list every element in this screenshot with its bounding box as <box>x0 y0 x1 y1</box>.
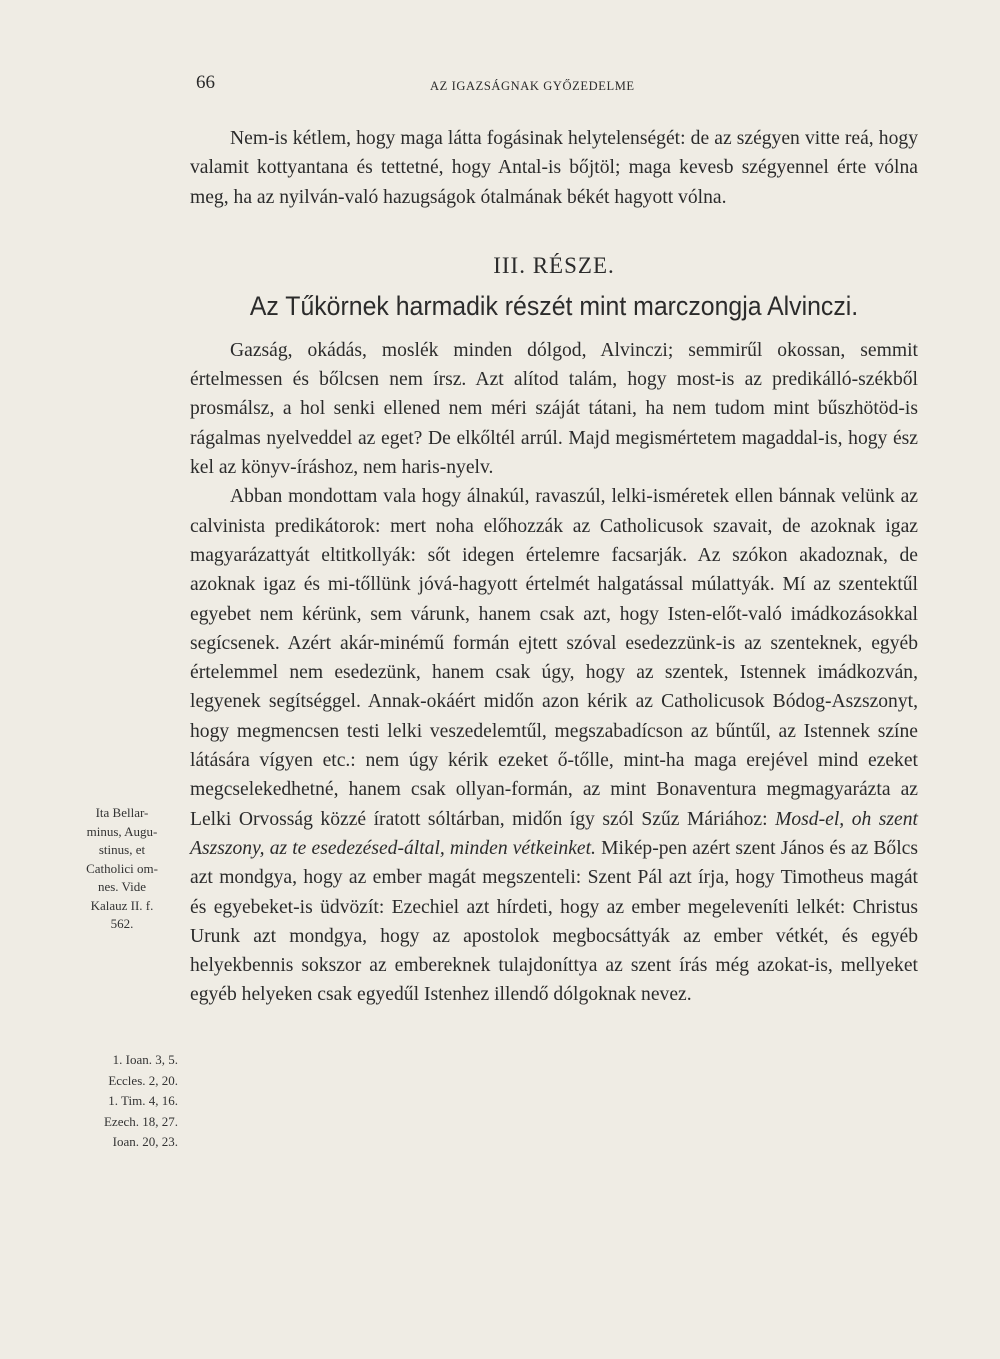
margin-note-line: Ezech. 18, 27. <box>103 1113 178 1129</box>
main-text <box>190 124 918 1010</box>
margin-note-line: 1. Ioan. 3, 5. <box>112 1052 178 1067</box>
chapter-title: Az Tűkörnek harmadik részét mint marczongja Alvinczi. <box>249 290 859 321</box>
margin-note-line: stinus, et <box>98 842 146 857</box>
margin-note-bellarminus <box>70 804 174 934</box>
paragraph-1: Nem-is kétlem, hogy maga látta fogásinak helytelenségét: de az szégyen vitte reá, hogy valamit kottyantana és tettetné, hogy Antal-is bőjtöl; maga kevesb szégyennel érte vólna meg, ha az nyilván-való hazugságok ótalmának békét hagyott vólna. <box>190 128 918 208</box>
margin-note-line: Eccles. 2, 20. <box>108 1072 178 1088</box>
page-number: 66 <box>196 72 215 93</box>
margin-note-line: nes. Vide <box>97 879 147 894</box>
margin-note-line: Catholici om- <box>86 860 158 876</box>
margin-note-references <box>70 1050 178 1153</box>
margin-note-line: 1. Tim. 4, 16. <box>108 1093 178 1108</box>
paragraph-3 <box>190 482 918 1009</box>
margin-note-line: 562. <box>110 916 134 931</box>
bonaventura-quote: Mosd-el, oh szent Aszszony, az te esedezésed-által, minden vétkeinket. <box>190 808 918 859</box>
running-head: AZ IGAZSÁGNAK GYŐZEDELME <box>430 79 635 93</box>
margin-note-line: Kalauz II. f. <box>90 897 154 913</box>
paragraph-3-end: Mikép-pen azért szent János és az Bőlcs azt mondgya, hogy az ember magát megszenteli: Szent Pál azt írja, hogy Timotheus magát és egyebeket-is üdvözít: Ezechiel azt hírdeti, hogy az ember megeleveníti lelkét: Christus Urunk azt mondgya, hogy az apostolok megbocsáttyák az ember vétkét, és egyéb helyekbennis sokszor az embereknek tulajdoníttya az szent írás még azokat-is, mellyeket egyéb helyeken csak egyedűl Istenhez illendő dólgoknak nevez. <box>190 837 918 1006</box>
margin-note-line: minus, Augu- <box>86 823 158 839</box>
margin-note-line: Ioan. 20, 23. <box>112 1134 178 1149</box>
margin-note-line: Ita Bellar- <box>95 805 149 820</box>
paragraph-3-start: Abban mondottam vala hogy álnakúl, ravaszúl, lelki-isméretek ellen bánnak velünk az calvinista predikátorok: mert noha előhozzák az Catholicusok szavait, de azoknak igaz magyarázattyát eltitkollyák: sőt idegen értelemre facsarják. Az szókon akadoznak, de azoknak igaz és mi-tőllünk jóvá-hagyott értelmét halgatással múlattyák. Mí az szentektűl egyebet nem kérünk, sem várunk, hanem csak azt, hogy Isten-előt-való imádkozásokkal segícsenek. Azért akár-minémű formán ejtett szóval esedezzünk-is az szenteknek, egyéb értelemmel nem esedezünk, hanem csak úgy, hogy az szentek, Istennek imádkozván, legyenek segítséggel. Annak-okáért midőn azon kérik az Catholicusok Bódog-Aszszonyt, hogy megmencsen testi lelki veszedelemtűl, megszabadícson az bűntűl, az Istennek színe látására vígyen etc.: nem úgy kérik ezeket ő-tőlle, mint-ha maga erejével mind ezeket megcselekedhetné, hanem csak ollyan-formán, az mint Bonaventura megmagyarázta az Lelki Orvosság közzé íratott sóltárban, midőn így szól Szűz Máriához: <box>190 486 918 830</box>
paragraph-2: Gazság, okádás, moslék minden dólgod, Alvinczi; semmirűl okossan, semmit értelmessen és bőlcsen nem írsz. Azt alítod talám, hogy most-is az predikálló-székből prosmálsz, a hol senki ellened nem méri száját tátani, ha nem tudom mint bűszhötöd-is rágalmas nyelveddel az eget? De elkőltél arrúl. Majd megismértetem magaddal-is, hogy ész kel az könyv-íráshoz, nem haris-nyelv. <box>190 339 918 479</box>
part-heading: III. RÉSZE. <box>493 252 615 278</box>
